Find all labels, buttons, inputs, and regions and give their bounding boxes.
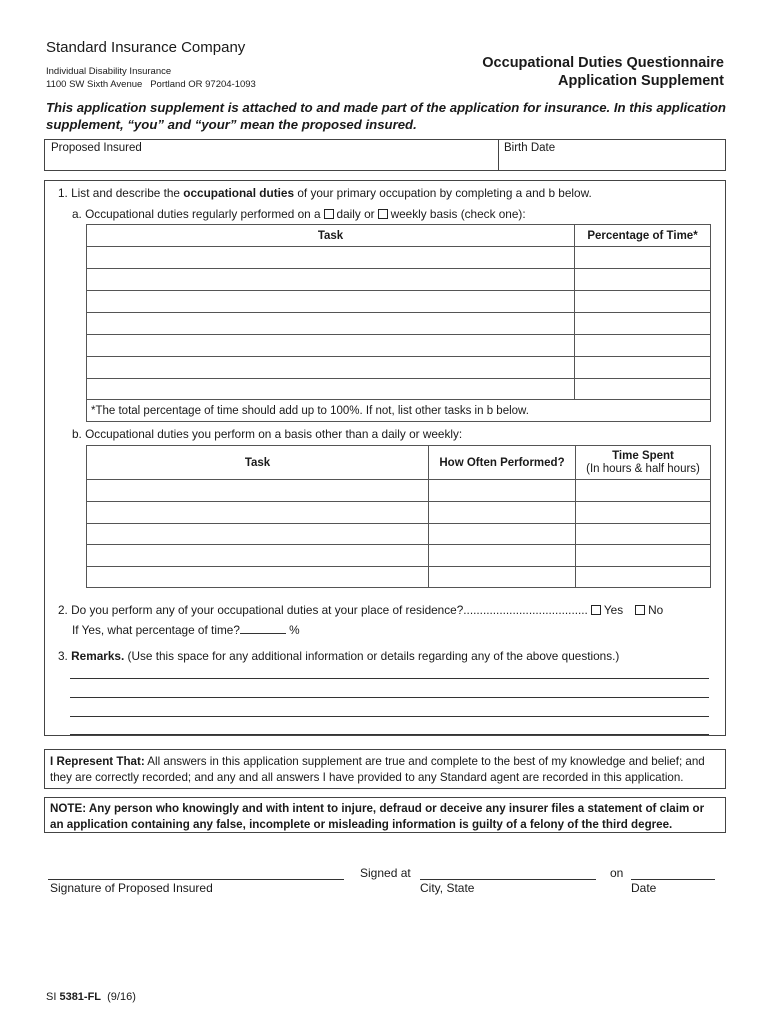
insured-info-divider xyxy=(498,140,499,170)
insured-info-box xyxy=(44,139,726,171)
percentage-cell[interactable] xyxy=(575,357,711,379)
time-spent-title: Time Spent xyxy=(612,449,674,462)
task-cell[interactable] xyxy=(87,524,429,545)
percentage-footnote: *The total percentage of time should add up to 100%. If not, list other tasks in b below. xyxy=(87,400,711,422)
form-prefix: SI xyxy=(46,991,60,1003)
weekly-checkbox[interactable] xyxy=(378,209,388,219)
daily-checkbox[interactable] xyxy=(324,209,334,219)
how-often-cell[interactable] xyxy=(429,502,576,524)
question-2-text: Do you perform any of your occupational duties at your place of residence? xyxy=(71,603,464,617)
form-title xyxy=(482,54,724,90)
table-row xyxy=(87,545,711,567)
remarks-label: Remarks. xyxy=(71,649,125,663)
question-3-number: 3. xyxy=(58,649,68,663)
on-label: on xyxy=(610,866,624,880)
question-2-number: 2. xyxy=(58,603,68,617)
question-1-text-after: of your primary occupation by completing a and b below. xyxy=(294,186,592,200)
daily-label: daily or xyxy=(336,207,375,221)
time-spent-cell[interactable] xyxy=(576,524,711,545)
table-row xyxy=(87,335,711,357)
remarks-line[interactable] xyxy=(70,716,709,717)
representation-statement xyxy=(44,749,726,789)
how-often-column-header: How Often Performed? xyxy=(429,446,576,480)
how-often-cell[interactable] xyxy=(429,567,576,588)
time-spent-column-header xyxy=(576,446,711,480)
remarks-line[interactable] xyxy=(70,734,709,735)
department-name: Individual Disability Insurance xyxy=(46,66,172,77)
intro-statement: This application supplement is attached to and made part of the application for insurance. In this application supplement, “you” and “your” mean the proposed insured. xyxy=(46,100,726,132)
table-row xyxy=(87,247,711,269)
city-state-label: City, State xyxy=(420,881,475,895)
question-1b: b. Occupational duties you perform on a basis other than a daily or weekly: xyxy=(72,427,463,441)
daily-weekly-duties-table xyxy=(86,224,711,422)
percentage-cell[interactable] xyxy=(575,247,711,269)
task-cell[interactable] xyxy=(87,567,429,588)
fraud-notice: NOTE: Any person who knowingly and with intent to injure, defraud or deceive any insurer files a statement of claim or an application containing any false, incomplete or misleading information is guilty of a felony of the third degree. xyxy=(44,797,726,833)
time-spent-cell[interactable] xyxy=(576,502,711,524)
question-1-text-before: List and describe the xyxy=(71,186,184,200)
table-row xyxy=(87,291,711,313)
task-cell[interactable] xyxy=(87,502,429,524)
form-title-line2: Application Supplement xyxy=(558,73,724,89)
question-2 xyxy=(58,603,663,618)
signature-label: Signature of Proposed Insured xyxy=(50,881,213,895)
residence-percentage-field[interactable] xyxy=(240,623,286,634)
table-row xyxy=(87,567,711,588)
how-often-cell[interactable] xyxy=(429,524,576,545)
task-cell[interactable] xyxy=(87,545,429,567)
form-footer xyxy=(46,991,136,1003)
task-column-header: Task xyxy=(87,446,429,480)
question-1a xyxy=(72,207,526,222)
company-address: 1100 SW Sixth Avenue Portland OR 97204-1093 xyxy=(46,79,256,90)
table-row xyxy=(87,524,711,545)
question-1a-prefix: a. Occupational duties regularly performed on a xyxy=(72,207,321,221)
remarks-line[interactable] xyxy=(70,678,709,679)
proposed-insured-label: Proposed Insured xyxy=(51,142,142,154)
remarks-instructions: (Use this space for any additional information or details regarding any of the above questions.) xyxy=(124,649,620,663)
task-cell[interactable] xyxy=(87,379,575,400)
other-duties-table xyxy=(86,445,711,588)
time-spent-cell[interactable] xyxy=(576,567,711,588)
company-name: Standard Insurance Company xyxy=(46,39,246,56)
signed-at-label: Signed at xyxy=(360,866,411,880)
percentage-cell[interactable] xyxy=(575,335,711,357)
task-cell[interactable] xyxy=(87,313,575,335)
represent-text: All answers in this application supplement are true and complete to the best of my knowledge and belief; and they are correctly recorded; and any and all answers I have provided to any Standard agent are recorded in this application. xyxy=(50,755,705,784)
percentage-cell[interactable] xyxy=(575,379,711,400)
residence-no-checkbox[interactable] xyxy=(635,605,645,615)
city-state-line[interactable] xyxy=(420,879,596,880)
table-row xyxy=(87,480,711,502)
form-revision: (9/16) xyxy=(101,991,136,1003)
date-line[interactable] xyxy=(631,879,715,880)
represent-label: I Represent That: xyxy=(50,755,145,768)
residence-yes-label: Yes xyxy=(603,603,624,617)
task-cell[interactable] xyxy=(87,335,575,357)
table-row xyxy=(87,357,711,379)
task-cell[interactable] xyxy=(87,269,575,291)
task-cell[interactable] xyxy=(87,291,575,313)
date-label: Date xyxy=(631,881,657,895)
question-2-followup xyxy=(72,623,300,638)
form-number: 5381-FL xyxy=(59,991,102,1003)
signature-line[interactable] xyxy=(48,879,344,880)
how-often-cell[interactable] xyxy=(429,545,576,567)
time-spent-subtitle: (In hours & half hours) xyxy=(586,462,700,475)
residence-no-label: No xyxy=(648,603,664,617)
proposed-insured-field[interactable] xyxy=(47,156,496,170)
question-1-number: 1. xyxy=(58,186,68,200)
question-1-text-bold: occupational duties xyxy=(183,186,295,200)
question-1 xyxy=(58,186,592,201)
table-row xyxy=(87,313,711,335)
task-cell[interactable] xyxy=(87,480,429,502)
percentage-cell[interactable] xyxy=(575,313,711,335)
company-address-block xyxy=(46,65,256,91)
residence-percentage-label: If Yes, what percentage of time? xyxy=(72,623,240,637)
time-spent-cell[interactable] xyxy=(576,545,711,567)
remarks-line[interactable] xyxy=(70,697,709,698)
task-cell[interactable] xyxy=(87,247,575,269)
percent-sign: % xyxy=(289,623,300,637)
form-title-line1: Occupational Duties Questionnaire xyxy=(482,55,724,71)
weekly-label: weekly basis (check one): xyxy=(390,207,526,221)
birth-date-field[interactable] xyxy=(501,156,723,170)
residence-yes-checkbox[interactable] xyxy=(591,605,601,615)
percentage-cell[interactable] xyxy=(575,269,711,291)
question-2-leader-dots: ...................................... xyxy=(463,603,588,617)
time-spent-cell[interactable] xyxy=(576,480,711,502)
task-column-header: Task xyxy=(87,225,575,247)
table-row xyxy=(87,269,711,291)
question-3 xyxy=(58,649,619,664)
table-row xyxy=(87,502,711,524)
how-often-cell[interactable] xyxy=(429,480,576,502)
task-cell[interactable] xyxy=(87,357,575,379)
percentage-cell[interactable] xyxy=(575,291,711,313)
table-row xyxy=(87,379,711,400)
percentage-column-header: Percentage of Time* xyxy=(575,225,711,247)
birth-date-label: Birth Date xyxy=(504,142,556,154)
